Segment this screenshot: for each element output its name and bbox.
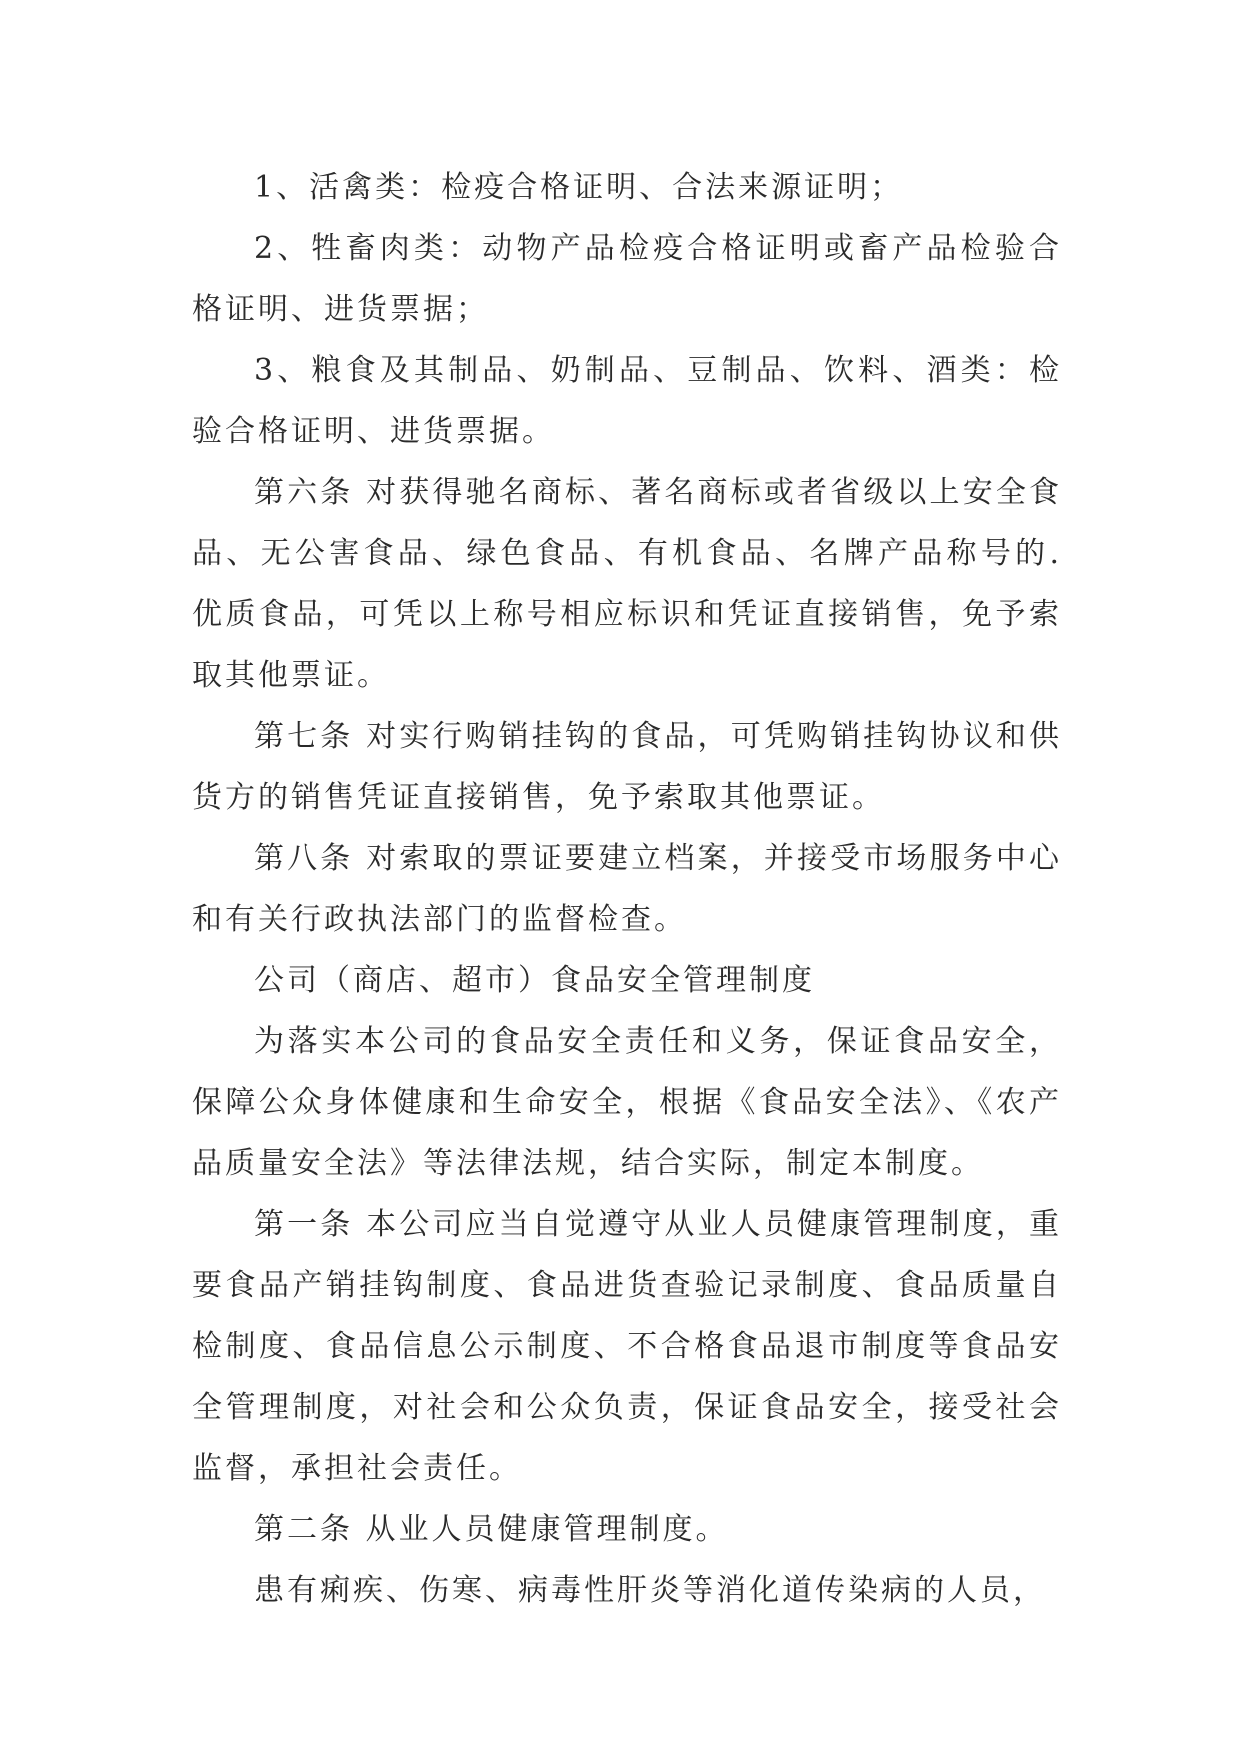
paragraph-article-6: 第六条 对获得驰名商标、著名商标或者省级以上安全食品、无公害食品、绿色食品、有机食品、名牌产品称号的.优质食品，可凭以上称号相应标识和凭证直接销售，免予索取其他票证。 [192,475,1062,693]
paragraph-article-1: 第一条 本公司应当自觉遵守从业人员健康管理制度，重要食品产销挂钩制度、食品进货查验记录制度、食品质量自检制度、食品信息公示制度、不合格食品退市制度等食品安全管理制度，对社会和公众负责，保证食品安全，接受社会监督，承担社会责任。 [192,1207,1062,1486]
paragraph-article-8: 第八条 对索取的票证要建立档案，并接受市场服务中心和有关行政执法部门的监督检查。 [192,841,1062,937]
paragraph-article-7: 第七条 对实行购销挂钩的食品，可凭购销挂钩协议和供货方的销售凭证直接销售，免予索取其他票证。 [192,719,1062,815]
paragraph-preamble: 为落实本公司的食品安全责任和义务，保证食品安全，保障公众身体健康和生命安全，根据《食品安全法》、《农产品质量安全法》等法律法规，结合实际，制定本制度。 [192,1024,1062,1181]
paragraph-grain-products: 3、粮食及其制品、奶制品、豆制品、饮料、酒类：检验合格证明、进货票据。 [192,353,1062,449]
paragraph-article-2: 第二条 从业人员健康管理制度。 [254,1512,729,1547]
paragraph-livestock-meat: 2、牲畜肉类：动物产品检疫合格证明或畜产品检验合格证明、进货票据； [192,231,1062,327]
paragraph-disease-staff: 患有痢疾、伤寒、病毒性肝炎等消化道传染病的人员， [254,1573,1046,1608]
document-body [192,157,1062,1621]
section-heading: 公司（商店、超市）食品安全管理制度 [254,963,815,998]
paragraph-live-poultry: 1、活禽类：检疫合格证明、合法来源证明； [254,170,904,205]
